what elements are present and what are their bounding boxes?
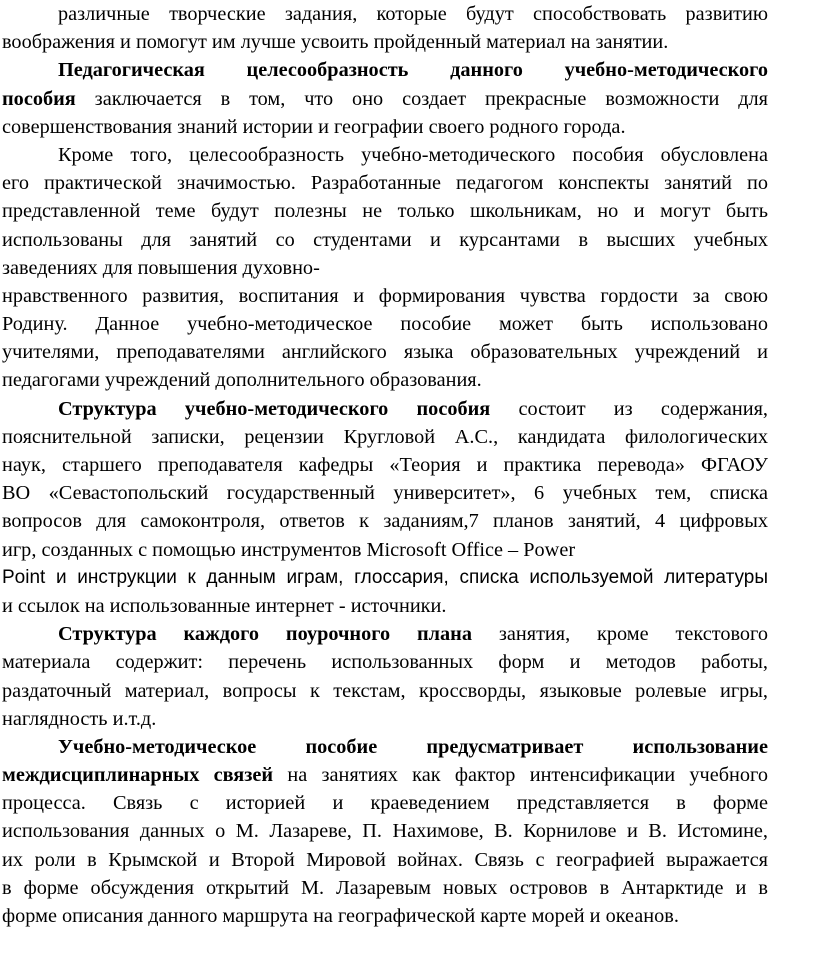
text-run: его практической значимостью. Разработанные педагогом конспекты занятий по bbox=[2, 172, 768, 195]
paragraph bbox=[2, 620, 768, 733]
bold-text: Структура учебно-методического пособия bbox=[58, 397, 491, 420]
paragraph bbox=[2, 56, 768, 141]
text-run: процесса. Связь с историей и краеведением представляется в форме bbox=[2, 792, 768, 815]
text-line bbox=[2, 536, 768, 564]
text-line bbox=[2, 85, 768, 113]
text-line bbox=[2, 338, 768, 366]
text-run: заключается в том, что оно создает прекрасные возможности для bbox=[75, 87, 768, 110]
text-line bbox=[2, 677, 768, 705]
text-line bbox=[2, 169, 768, 197]
text-run: использования данных о М. Лазареве, П. Нахимове, В. Корнилове и В. Истомине, bbox=[2, 820, 768, 843]
text-run: занятия, кроме текстового bbox=[472, 623, 768, 646]
text-line bbox=[2, 789, 768, 817]
text-line bbox=[2, 648, 768, 676]
text-line bbox=[2, 874, 768, 902]
text-line bbox=[2, 395, 768, 423]
text-run: нравственного развития, воспитания и формирования чувства гордости за свою bbox=[2, 284, 768, 307]
paragraph bbox=[2, 0, 768, 56]
text-line bbox=[2, 423, 768, 451]
paragraph bbox=[2, 733, 768, 930]
text-run: учителями, преподавателями английского языка образовательных учреждений и bbox=[2, 341, 768, 364]
text-line bbox=[2, 451, 768, 479]
paragraph bbox=[2, 141, 768, 395]
text-line bbox=[2, 817, 768, 845]
text-line bbox=[2, 366, 768, 394]
text-line bbox=[2, 254, 768, 282]
text-line bbox=[2, 705, 768, 733]
text-line bbox=[2, 507, 768, 535]
text-run: вопросов для самоконтроля, ответов к заданиям,7 планов занятий, 4 цифровых bbox=[2, 510, 768, 533]
text-run: педагогами учреждений дополнительного образования. bbox=[2, 369, 482, 392]
text-line bbox=[2, 846, 768, 874]
text-line bbox=[2, 141, 768, 169]
text-run: наук, старшего преподавателя кафедры «Теория и практика перевода» ФГАОУ bbox=[2, 454, 768, 476]
text-run: раздаточный материал, вопросы к текстам, кроссворды, языковые ролевые игры, bbox=[2, 679, 768, 702]
text-run: ВО «Севастопольский государственный университет», 6 учебных тем, списка bbox=[2, 482, 768, 505]
text-line bbox=[2, 902, 768, 930]
text-run: использованы для занятий со студентами и курсантами в высших учебных bbox=[2, 228, 768, 251]
text-run: представленной теме будут полезны не только школьникам, но и могут быть bbox=[2, 200, 768, 223]
text-run: различные творческие задания, которые будут способствовать развитию bbox=[58, 3, 768, 25]
text-run: игр, созданных с помощью инструментов Microsoft Office – Power bbox=[2, 538, 576, 561]
text-line bbox=[2, 479, 768, 507]
text-run: заведениях для повышения духовно- bbox=[2, 256, 320, 279]
text-run: Point и инструкции к данным играм, глоссария, списка используемой литературы bbox=[2, 566, 768, 588]
text-line bbox=[2, 310, 768, 338]
text-line bbox=[2, 761, 768, 789]
text-line bbox=[2, 0, 768, 28]
text-run: совершенствования знаний истории и географии своего родного города. bbox=[2, 115, 626, 138]
text-line bbox=[2, 733, 768, 761]
text-line bbox=[2, 592, 768, 620]
text-run: форме описания данного маршрута на географической карте морей и океанов. bbox=[2, 905, 679, 927]
text-run: Кроме того, целесообразность учебно-методического пособия обусловлена bbox=[58, 143, 768, 166]
bold-text: Структура каждого поурочного плана bbox=[58, 623, 472, 646]
text-run: воображения и помогут им лучше усвоить пройденный материал на занятии. bbox=[2, 31, 669, 54]
bold-text: пособия bbox=[2, 87, 76, 110]
text-line bbox=[2, 113, 768, 141]
text-run: и ссылок на использованные интернет - источники. bbox=[2, 594, 447, 617]
bold-text: Учебно-методическое пособие предусматривает использование bbox=[58, 735, 768, 758]
text-line bbox=[2, 197, 768, 225]
text-run: пояснительной записки, рецензии Кругловой А.С., кандидата филологических bbox=[2, 425, 768, 448]
text-run: состоит из содержания, bbox=[490, 397, 768, 420]
text-line bbox=[2, 226, 768, 254]
text-line bbox=[2, 282, 768, 310]
text-line bbox=[2, 28, 768, 56]
text-line bbox=[2, 564, 768, 592]
paragraph bbox=[2, 395, 768, 621]
text-run: на занятиях как фактор интенсификации учебного bbox=[273, 764, 768, 787]
text-run: их роли в Крымской и Второй Мировой войнах. Связь с географией выражается bbox=[2, 848, 768, 871]
bold-text: междисциплинарных связей bbox=[2, 764, 274, 787]
text-run: наглядность и.т.д. bbox=[2, 707, 157, 730]
bold-text: Педагогическая целесообразность данного учебно-методического bbox=[58, 59, 768, 82]
text-run: в форме обсуждения открытий М. Лазаревым новых островов в Антарктиде и в bbox=[2, 876, 768, 899]
text-run: материала содержит: перечень использованных форм и методов работы, bbox=[2, 651, 768, 674]
text-run: Родину. Данное учебно-методическое пособие может быть использовано bbox=[2, 313, 768, 336]
text-line bbox=[2, 56, 768, 84]
text-line bbox=[2, 620, 768, 648]
